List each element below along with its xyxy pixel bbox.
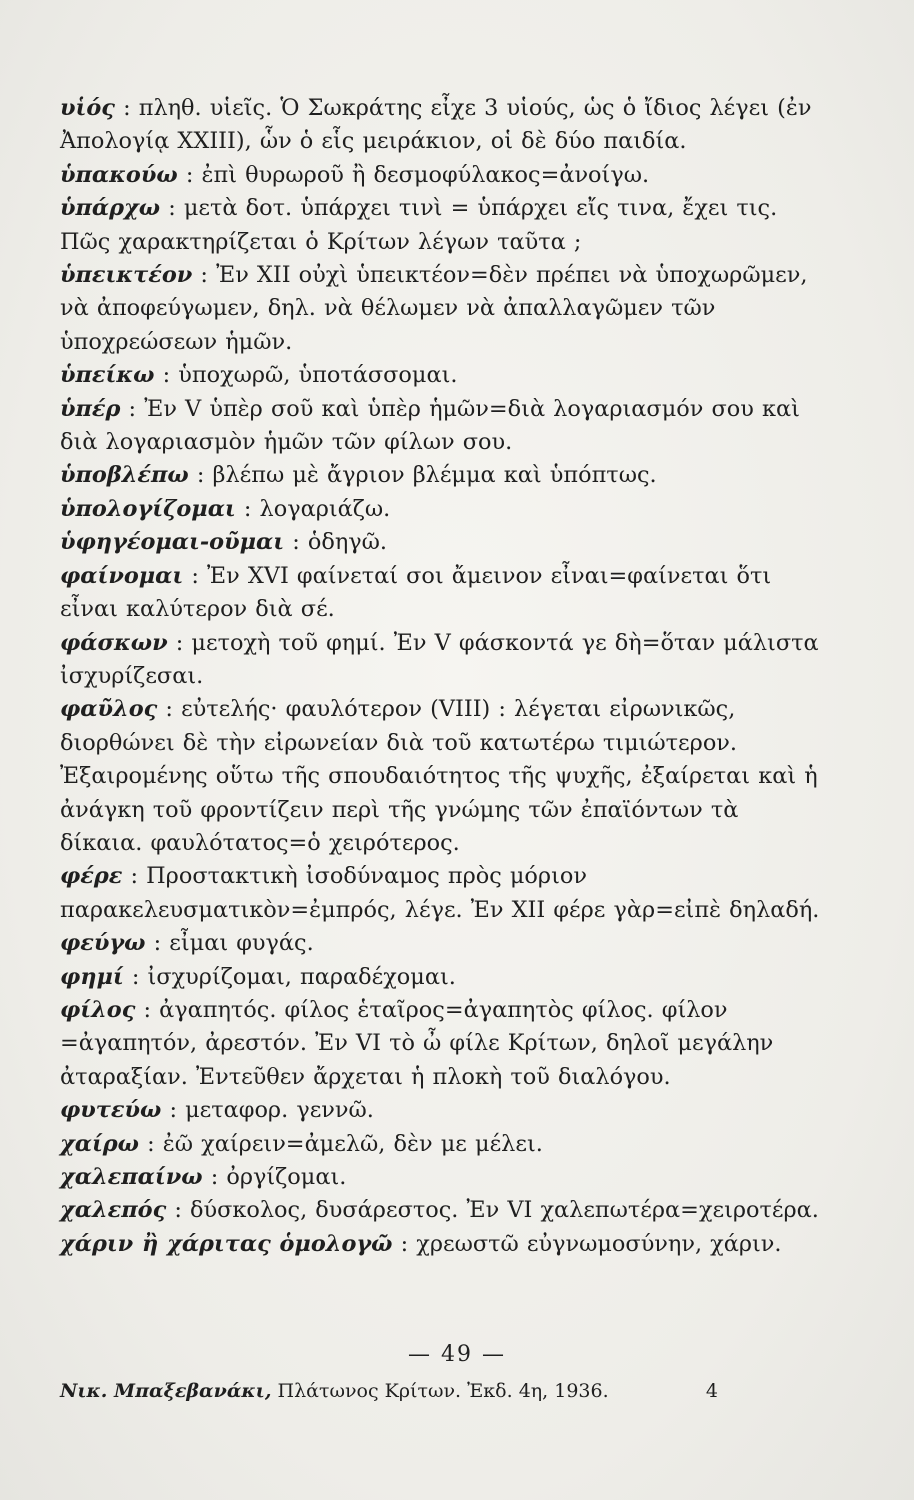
entry-definition: : βλέπω μὲ ἄγριον βλέμμα καὶ ὑπόπτως.: [188, 462, 657, 489]
entry-definition: : ἐῶ χαίρειν=ἀμελῶ, δὲν με μέλει.: [139, 1130, 543, 1157]
entry-headword: χάριν ἢ χάριτας ὁμολογῶ: [60, 1230, 393, 1257]
entry-definition: : εὐτελής· φαυλότερον (VIII) : λέγεται εἰρωνικῶς, διορθώνει δὲ τὴν εἰρωνείαν διὰ τοῦ κατωτέρω τιμιώτερον. Ἐξαιρομένης οὕτω τῆς σπουδαιότητος τῆς ψυχῆς, ἐξαίρεται καὶ ἡ ἀνάγκη τοῦ φροντίζειν περὶ τῆς γνώμης τῶν ἐπαϊόντων τὰ δίκαια. φαυλότατος=ὁ χειρότερος.: [60, 696, 818, 856]
glossary-entry: [60, 1128, 822, 1161]
glossary-entries: [60, 92, 822, 1261]
entry-headword: φάσκων: [60, 629, 168, 656]
entry-definition: : δύσκολος, δυσάρεστος. Ἐν VI χαλεπωτέρα=χειροτέρα.: [166, 1197, 819, 1224]
entry-definition: : ὁδηγῶ.: [284, 529, 387, 556]
entry-headword: ὑπακούω: [60, 161, 178, 188]
glossary-entry: [60, 560, 822, 627]
entry-headword: ὑπείκω: [60, 362, 155, 389]
entry-headword: χαλεπαίνω: [60, 1164, 203, 1190]
entry-headword: ὑποβλέπω: [60, 462, 189, 489]
entry-headword: φαῦλος: [60, 696, 158, 723]
entry-definition: : ὀργίζομαι.: [202, 1164, 347, 1190]
entry-headword: φεύγω: [60, 930, 146, 957]
entry-headword: φίλος: [60, 996, 136, 1023]
entry-headword: ὑπέρ: [60, 395, 121, 422]
footer-printer: Νικ. Μπαξεβανάκι,: [60, 1380, 272, 1402]
entry-headword: ὑπεικτέον: [60, 262, 193, 289]
entry-definition: : εἶμαι φυγάς.: [145, 930, 314, 957]
entry-definition: : χρεωστῶ εὐγνωμοσύνην, χάριν.: [392, 1230, 782, 1257]
entry-headword: ὑφηγέομαι-οῦμαι: [60, 529, 285, 556]
glossary-entry: [60, 1094, 822, 1127]
entry-definition: : Ἐν V ὑπὲρ σοῦ καὶ ὑπὲρ ἡμῶν=διὰ λογαριασμόν σου καὶ διὰ λογαριασμὸν ἡμῶν τῶν φίλων σου.: [60, 395, 800, 456]
glossary-entry: [60, 927, 822, 960]
glossary-entry: [60, 860, 822, 927]
entry-definition: : ὑποχωρῶ, ὑποτάσσομαι.: [154, 362, 458, 389]
entry-definition: : μεταφορ. γεννῶ.: [161, 1097, 374, 1124]
entry-headword: φημί: [60, 963, 124, 990]
glossary-entry: [60, 459, 822, 492]
entry-headword: υἱός: [60, 95, 115, 121]
entry-headword: φέρε: [60, 863, 123, 890]
entry-definition: : πληθ. υἱεῖς. Ὁ Σωκράτης εἶχε 3 υἱούς, ὡς ὁ ἴδιος λέγει (ἐν Ἀπολογίᾳ XXIII), ὧν ὁ εἷς μειράκιον, οἱ δὲ δύο παιδία.: [60, 95, 812, 155]
footer-signature-mark: 4: [705, 1380, 718, 1402]
entry-headword: ὑπολογίζομαι: [60, 495, 236, 522]
glossary-entry: [60, 994, 822, 1094]
page-footer: [60, 1380, 722, 1402]
glossary-entry: [60, 359, 822, 392]
glossary-entry: [60, 1228, 822, 1261]
entry-definition: : μετὰ δοτ. ὑπάρχει τινὶ = ὑπάρχει εἴς τινα, ἔχει τις. Πῶς χαρακτηρίζεται ὁ Κρίτων λέγων ταῦτα ;: [60, 195, 778, 255]
glossary-entry: [60, 493, 822, 526]
entry-headword: χαίρω: [60, 1130, 140, 1157]
glossary-entry: [60, 92, 822, 159]
glossary-entry: [60, 1194, 822, 1227]
entry-definition: : ἀγαπητός. φίλος ἑταῖρος=ἀγαπητὸς φίλος. φίλον =ἀγαπητόν, ἀρεστόν. Ἐν VI τὸ ὦ φίλε Κρίτων, δηλοῖ μεγάλην ἀταραξίαν. Ἐντεῦθεν ἄρχεται ἡ πλοκὴ τοῦ διαλόγου.: [60, 996, 774, 1090]
entry-definition: : Ἐν XII οὐχὶ ὑπεικτέον=δὲν πρέπει νὰ ὑποχωρῶμεν, νὰ ἀποφεύγωμεν, δηλ. νὰ θέλωμεν νὰ ἀπαλλαγῶμεν τῶν ὑποχρεώσεων ἡμῶν.: [60, 262, 808, 355]
entry-headword: χαλεπός: [60, 1197, 167, 1224]
entry-headword: φυτεύω: [60, 1097, 162, 1124]
entry-definition: : λογαριάζω.: [235, 495, 391, 522]
glossary-entry: [60, 393, 822, 460]
glossary-entry: [60, 693, 822, 860]
page-number: — 49 —: [408, 1342, 506, 1367]
footer-title: Πλάτωνος Κρίτων. Ἐκδ. 4η, 1936.: [271, 1380, 609, 1402]
glossary-entry: [60, 159, 822, 192]
glossary-entry: [60, 627, 822, 694]
entry-headword: ὑπάρχω: [60, 195, 161, 222]
glossary-entry: [60, 259, 822, 359]
entry-definition: : Προστακτικὴ ἰσοδύναμος πρὸς μόριον παρακελευσματικὸν=ἐμπρός, λέγε. Ἐν XII φέρε γὰρ=εἰπὲ δηλαδή.: [60, 863, 820, 923]
glossary-entry: [60, 961, 822, 994]
glossary-entry: [60, 1161, 822, 1194]
entry-definition: : Ἐν XVI φαίνεταί σοι ἄμεινον εἶναι=φαίνεται ὅτι εἶναι καλύτερον διὰ σέ.: [60, 562, 772, 623]
entry-definition: : μετοχὴ τοῦ φημί. Ἐν V φάσκοντά γε δὴ=ὅταν μάλιστα ἰσχυρίζεσαι.: [60, 629, 819, 689]
entry-headword: φαίνομαι: [60, 562, 184, 589]
glossary-entry: [60, 526, 822, 559]
entry-definition: : ἰσχυρίζομαι, παραδέχομαι.: [123, 963, 456, 990]
glossary-entry: [60, 192, 822, 259]
entry-definition: : ἐπὶ θυρωροῦ ἢ δεσμοφύλακος=ἀνοίγω.: [177, 161, 650, 188]
